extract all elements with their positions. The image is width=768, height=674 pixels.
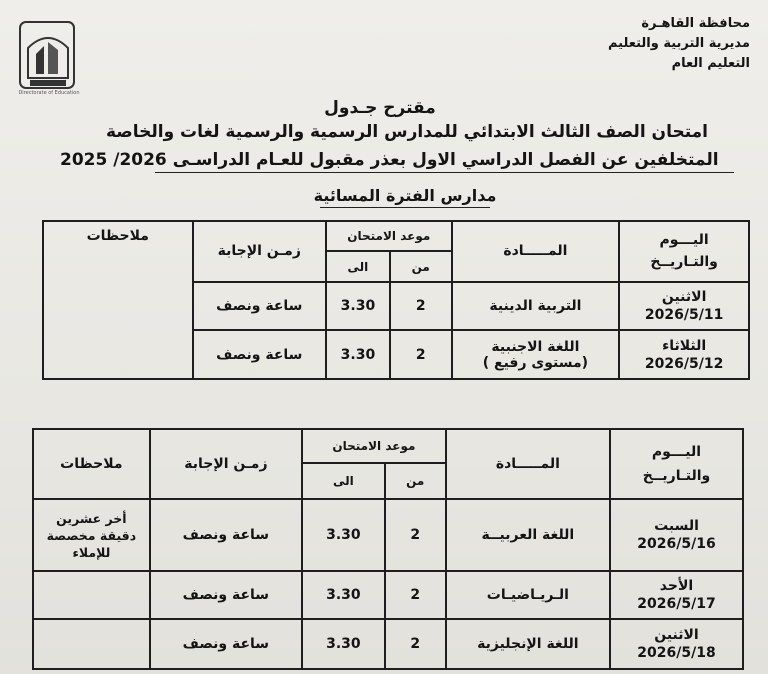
header-from: من [390, 251, 452, 281]
from-cell: 2 [390, 330, 452, 379]
academic-year: 2025 /2026 [60, 150, 167, 170]
doc-title: مقترح جـدول [324, 98, 436, 118]
subject-cell: التربية الدينية [452, 282, 620, 331]
header-exam-time: موعد الامتحان [302, 429, 446, 463]
day-date-cell: السبت 2026/5/16 [610, 499, 743, 571]
notes-cell: أخر عشرين دقيقة مخصصة للإملاء [33, 499, 150, 571]
duration-cell: ساعة ونصف [193, 330, 326, 379]
header-duration: زمـن الإجابة [150, 429, 302, 499]
notes-cell [33, 619, 150, 669]
header-exam-time: موعد الامتحان [326, 221, 452, 251]
duration-cell: ساعة ونصف [193, 282, 326, 331]
table-row [33, 571, 743, 619]
to-cell: 3.30 [326, 282, 390, 331]
header-day-date: اليـــوم والتـاريــخ [619, 221, 749, 282]
doc-subtitle: امتحان الصف الثالث الابتدائي للمدارس الرسمية والرسمية لغات والخاصة [105, 122, 708, 142]
header-day-date: اليـــوم والتـاريــخ [610, 429, 743, 499]
schedule-table-2 [32, 428, 744, 670]
header-notes: ملاحظات [33, 429, 150, 499]
day-date-cell: الاثنين 2026/5/11 [619, 282, 749, 331]
from-cell: 2 [385, 571, 446, 619]
doc-subtitle-2 [60, 150, 754, 170]
to-cell: 3.30 [302, 499, 385, 571]
header-subject: المـــــادة [446, 429, 610, 499]
subject-cell: اللغة الإنجليزية [446, 619, 610, 669]
notes-cell [33, 571, 150, 619]
day-date-cell: الأحد 2026/5/17 [610, 571, 743, 619]
day-date-cell: الثلاثاء 2026/5/12 [619, 330, 749, 379]
shift-label: مدارس الفترة المسائية [290, 186, 520, 208]
duration-cell: ساعة ونصف [150, 499, 302, 571]
header-subject: المـــــادة [452, 221, 620, 282]
subtitle-text: المتخلفين عن الفصل الدراسي الاول بعذر مقبول للعـام الدراسـى [172, 150, 719, 170]
day-date-cell: الاثنين 2026/5/18 [610, 619, 743, 669]
from-cell: 2 [390, 282, 452, 331]
logo-caption: Directorate of Education [18, 90, 80, 96]
subject-cell: اللغة الاجنبية (مستوى رفيع ) [452, 330, 620, 379]
duration-cell: ساعة ونصف [150, 571, 302, 619]
to-cell: 3.30 [302, 571, 385, 619]
from-cell: 2 [385, 499, 446, 571]
directorate-name: مديرية التربية والتعليم [607, 36, 750, 51]
governorate-name: محافظة القاهـرة [641, 16, 750, 31]
subject-cell: الـريـاضيـات [446, 571, 610, 619]
from-cell: 2 [385, 619, 446, 669]
header-to: الى [302, 463, 385, 499]
table-row [33, 499, 743, 571]
authority-header [608, 14, 750, 74]
header-duration: زمـن الإجابة [193, 221, 326, 282]
to-cell: 3.30 [326, 330, 390, 379]
subject-cell: اللغة العربيــة [446, 499, 610, 571]
header-notes: ملاحظات [43, 221, 193, 379]
header-to: الى [326, 251, 390, 281]
duration-cell: ساعة ونصف [150, 619, 302, 669]
table-row [33, 619, 743, 669]
header-from: من [385, 463, 446, 499]
department-name: التعليم العام [671, 56, 750, 71]
schedule-table-1 [42, 220, 750, 380]
to-cell: 3.30 [302, 619, 385, 669]
